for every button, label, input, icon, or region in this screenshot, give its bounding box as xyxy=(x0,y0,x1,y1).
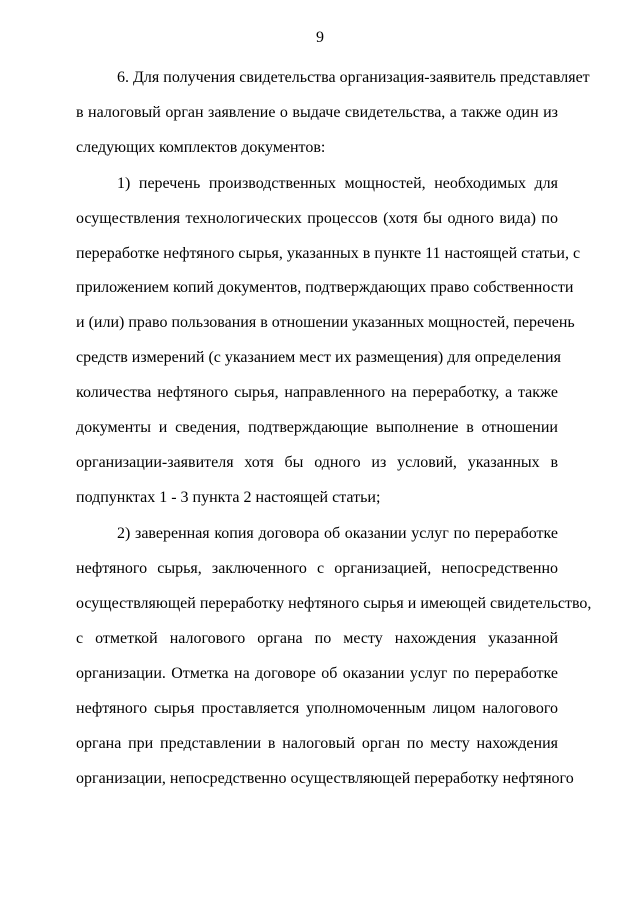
text-line: 6. Для получения свидетельства организация-заявитель представляет xyxy=(117,69,590,86)
text-line: 2) заверенная копия договора об оказании услуг по переработке xyxy=(117,525,558,542)
text-line: нефтяного сырья, заключенного с организацией, непосредственно xyxy=(76,560,558,577)
text-line: приложением копий документов, подтверждающих право собственности xyxy=(76,279,574,296)
text-line: нефтяного сырья проставляется уполномоченным лицом налогового xyxy=(76,700,558,717)
text-line: организации-заявителя хотя бы одного из условий, указанных в xyxy=(76,454,558,471)
page-number: 9 xyxy=(316,29,324,46)
text-line: в налоговый орган заявление о выдаче свидетельства, а также один из xyxy=(76,104,558,121)
text-line: осуществляющей переработку нефтяного сырья и имеющей свидетельство, xyxy=(76,595,592,612)
text-line: следующих комплектов документов: xyxy=(76,139,326,156)
text-line: количества нефтяного сырья, направленного на переработку, а также xyxy=(76,384,558,401)
text-line: осуществления технологических процессов (хотя бы одного вида) по xyxy=(76,210,558,227)
text-line: органа при представлении в налоговый орган по месту нахождения xyxy=(76,735,558,752)
text-line: средств измерений (с указанием мест их размещения) для определения xyxy=(76,349,561,366)
text-line: документы и сведения, подтверждающие выполнение в отношении xyxy=(76,419,558,436)
text-line: 1) перечень производственных мощностей, необходимых для xyxy=(117,175,558,192)
text-line: организации, непосредственно осуществляющей переработку нефтяного xyxy=(76,770,574,787)
text-line: с отметкой налогового органа по месту нахождения указанной xyxy=(76,630,558,647)
text-line: переработке нефтяного сырья, указанных в пункте 11 настоящей статьи, с xyxy=(76,245,581,262)
text-line: и (или) право пользования в отношении указанных мощностей, перечень xyxy=(76,314,575,331)
text-line: подпунктах 1 - 3 пункта 2 настоящей статьи; xyxy=(76,489,381,506)
text-line: организации. Отметка на договоре об оказании услуг по переработке xyxy=(76,665,558,682)
